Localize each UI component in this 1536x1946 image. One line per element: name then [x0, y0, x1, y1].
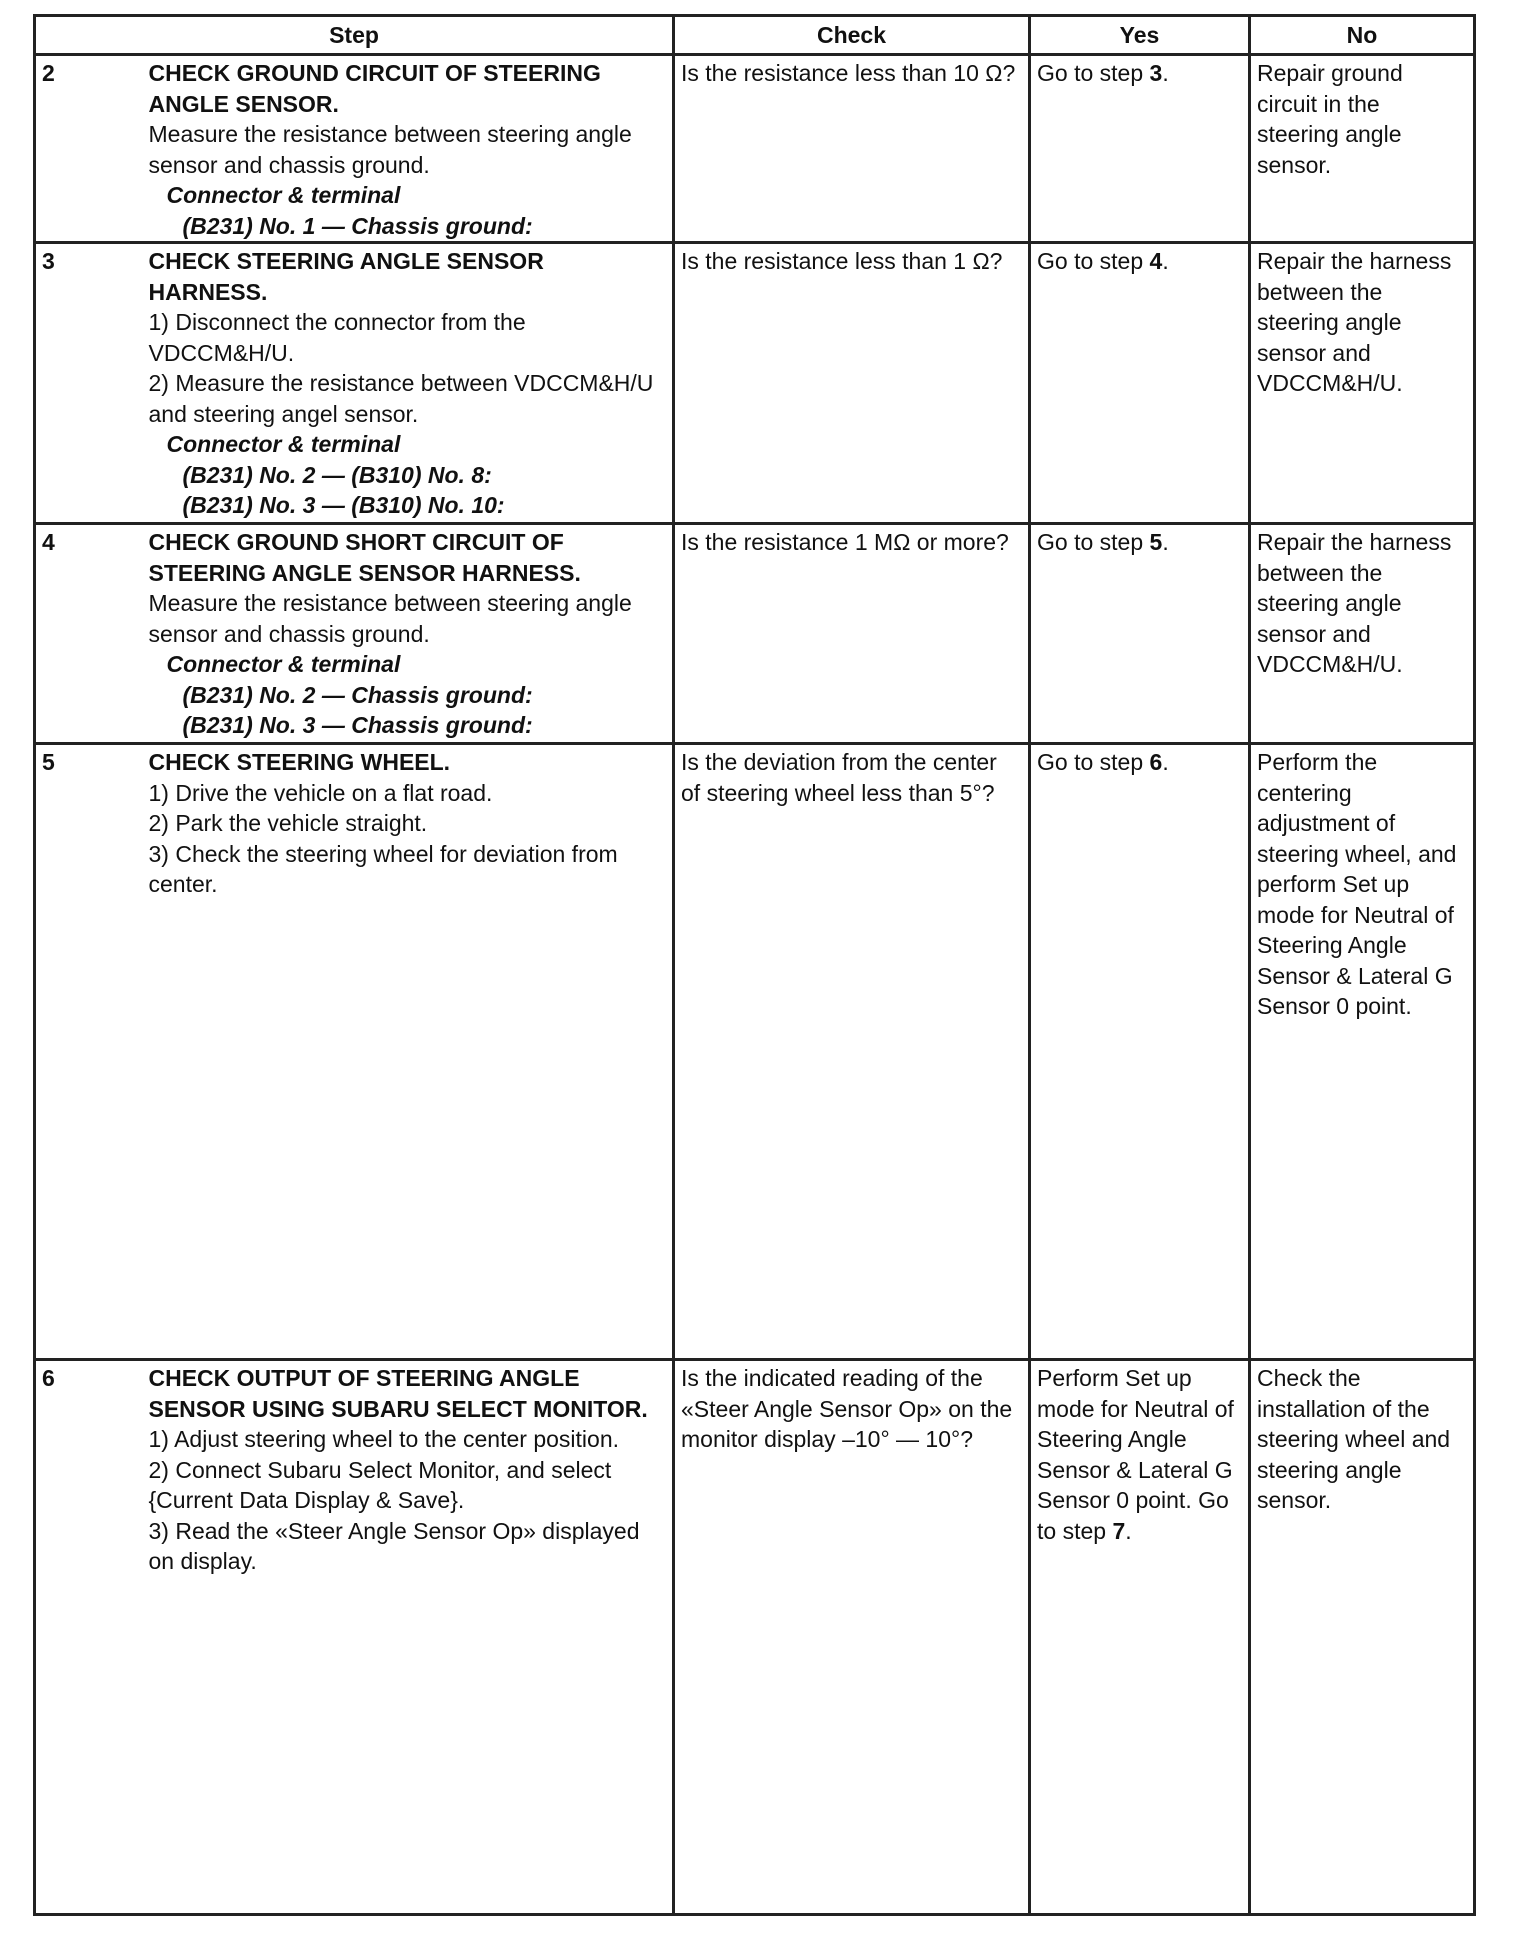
- no-cell: Repair ground circuit in the steering angle sensor.: [1250, 55, 1475, 243]
- step-number: 3: [35, 243, 143, 524]
- step-title: CHECK OUTPUT OF STEERING ANGLE SENSOR USING SUBARU SELECT MONITOR.: [148, 1365, 648, 1422]
- step-reference: 3: [1149, 60, 1163, 86]
- step-reference: 7: [1112, 1517, 1126, 1544]
- yes-cell: [1030, 55, 1250, 243]
- header-row: [35, 16, 1475, 55]
- yes-end: .: [1125, 1517, 1132, 1544]
- step-instruction: 3) Check the steering wheel for deviation from center.: [148, 840, 618, 897]
- diagnostic-table: [33, 14, 1476, 1916]
- step-cell: [143, 524, 674, 744]
- step-cell: [143, 55, 674, 243]
- yes-text: Go to step: [1037, 529, 1150, 555]
- no-cell: Perform the centering adjustment of steering wheel, and perform Set up mode for Neutral of Steering Angle Sensor & Lateral G Sensor 0 point.: [1250, 744, 1475, 1360]
- step-reference: 6: [1149, 749, 1163, 775]
- yes-text: Go to step: [1037, 248, 1150, 274]
- table-row: [35, 744, 1475, 1360]
- no-cell: Check the installation of the steering wheel and steering angle sensor.: [1250, 1360, 1475, 1915]
- table-row: [35, 243, 1475, 524]
- yes-cell: [1030, 1360, 1250, 1915]
- header-step: Step: [35, 16, 674, 55]
- step-instruction: 2) Measure the resistance between VDCCM&H/U and steering angel sensor.: [148, 370, 654, 427]
- header-check: Check: [674, 16, 1030, 55]
- check-cell: Is the resistance less than 10 Ω?: [674, 55, 1030, 243]
- step-instruction: 1) Disconnect the connector from the VDCCM&H/U.: [148, 309, 526, 366]
- step-instruction: 1) Drive the vehicle on a flat road.: [148, 779, 493, 806]
- check-cell: Is the indicated reading of the «Steer Angle Sensor Op» on the monitor display –10° — 10°?: [674, 1360, 1030, 1915]
- no-cell: Repair the harness between the steering angle sensor and VDCCM&H/U.: [1250, 243, 1475, 524]
- terminal-spec: (B231) No. 1 — Chassis ground:: [182, 212, 533, 239]
- check-cell: Is the resistance 1 MΩ or more?: [674, 524, 1030, 744]
- yes-end: .: [1162, 60, 1169, 86]
- step-title: CHECK GROUND SHORT CIRCUIT OF STEERING ANGLE SENSOR HARNESS.: [148, 529, 581, 586]
- step-instruction: 1) Adjust steering wheel to the center position.: [148, 1426, 620, 1452]
- step-number: 4: [35, 524, 143, 744]
- yes-text: Go to step: [1037, 60, 1150, 86]
- table-row: [35, 524, 1475, 744]
- yes-end: .: [1162, 749, 1169, 775]
- header-yes: Yes: [1030, 16, 1250, 55]
- step-reference: 4: [1149, 248, 1163, 274]
- step-cell: [143, 1360, 674, 1915]
- step-number: 2: [35, 55, 143, 243]
- step-title: CHECK GROUND CIRCUIT OF STEERING ANGLE SENSOR.: [148, 60, 601, 117]
- step-reference: 5: [1149, 529, 1163, 555]
- connector-label: Connector & terminal: [166, 182, 401, 208]
- connector-label: Connector & terminal: [166, 431, 401, 457]
- step-instruction: 2) Connect Subaru Select Monitor, and select {Current Data Display & Save}.: [148, 1456, 612, 1513]
- connector-label: Connector & terminal: [166, 651, 401, 677]
- terminal-spec: (B231) No. 2 — (B310) No. 8:: [182, 461, 492, 488]
- step-cell: [143, 243, 674, 524]
- terminal-spec: (B231) No. 3 — Chassis ground:: [182, 712, 533, 738]
- yes-cell: [1030, 744, 1250, 1360]
- table-row: [35, 1360, 1475, 1915]
- yes-cell: [1030, 243, 1250, 524]
- yes-text: Perform Set up mode for Neutral of Steering Angle Sensor & Lateral G Sensor 0 point. Go to step: [1037, 1365, 1234, 1544]
- step-instruction: 2) Park the vehicle straight.: [148, 810, 428, 836]
- no-cell: Repair the harness between the steering angle sensor and VDCCM&H/U.: [1250, 524, 1475, 744]
- step-title: CHECK STEERING ANGLE SENSOR HARNESS.: [148, 248, 544, 305]
- step-title: CHECK STEERING WHEEL.: [148, 749, 451, 775]
- yes-end: .: [1162, 248, 1169, 274]
- yes-text: Go to step: [1037, 749, 1150, 775]
- table-row: [35, 55, 1475, 243]
- step-instruction: Measure the resistance between steering angle sensor and chassis ground.: [148, 121, 632, 178]
- step-number: 6: [35, 1360, 143, 1915]
- yes-end: .: [1162, 529, 1169, 555]
- check-cell: Is the resistance less than 1 Ω?: [674, 243, 1030, 524]
- step-cell: [143, 744, 674, 1360]
- step-instruction: Measure the resistance between steering angle sensor and chassis ground.: [148, 590, 632, 647]
- step-number: 5: [35, 744, 143, 1360]
- check-cell: Is the deviation from the center of steering wheel less than 5°?: [674, 744, 1030, 1360]
- yes-cell: [1030, 524, 1250, 744]
- terminal-spec: (B231) No. 2 — Chassis ground:: [182, 681, 533, 708]
- header-no: No: [1250, 16, 1475, 55]
- terminal-spec: (B231) No. 3 — (B310) No. 10:: [182, 492, 505, 518]
- step-instruction: 3) Read the «Steer Angle Sensor Op» displayed on display.: [148, 1517, 640, 1574]
